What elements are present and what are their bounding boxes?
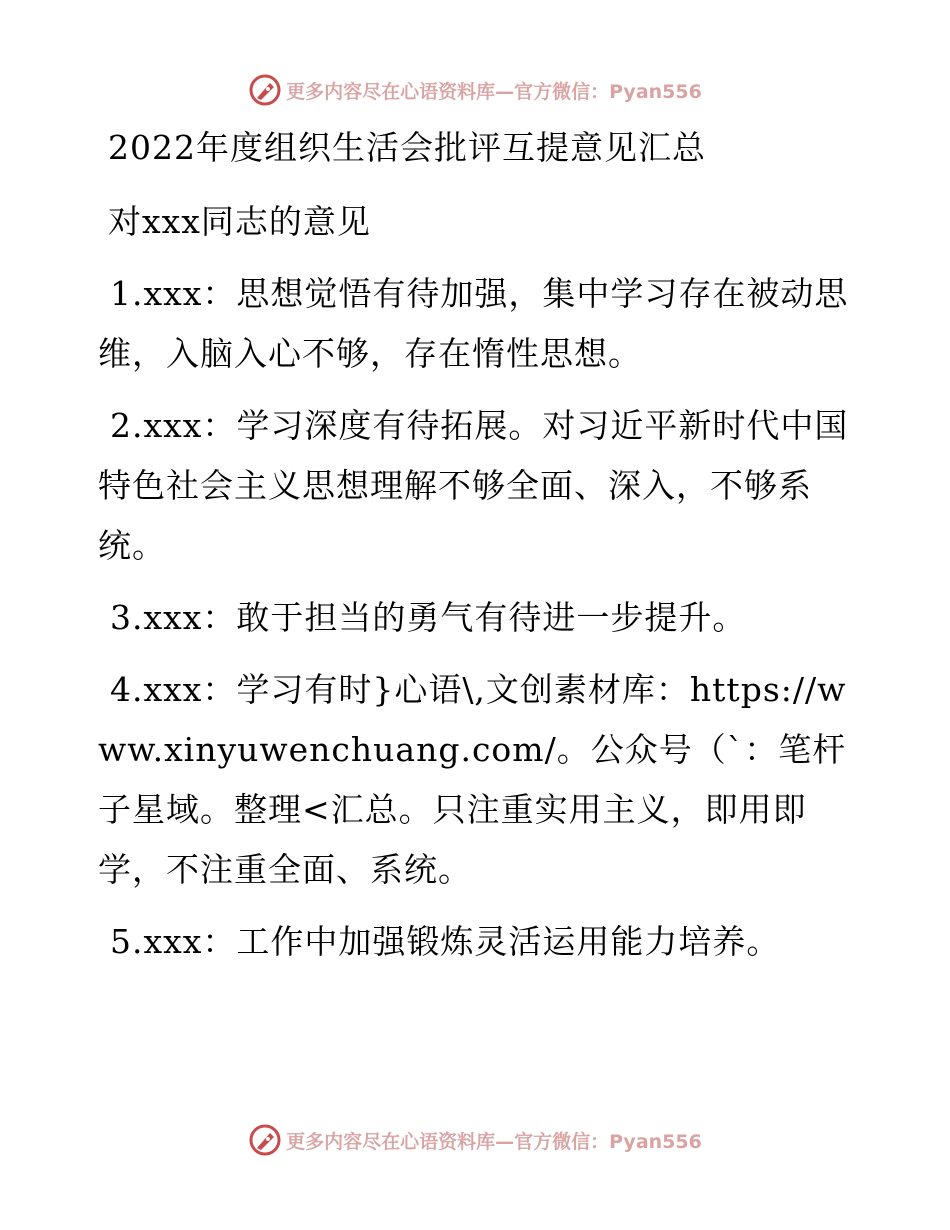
- opinion-item-3: 3.xxx：敢于担当的勇气有待进一步提升。: [110, 598, 747, 637]
- document-body: [98, 122, 850, 972]
- pen-nib-circle-icon: [248, 1123, 282, 1157]
- header-watermark: [0, 70, 950, 110]
- footer-watermark: [0, 1120, 950, 1160]
- opinion-item-4: 4.xxx：学习有时}心语\,文创素材库：https://www.xinyuwenchuang.com/。公众号（`：笔杆子星域。整理<汇总。只注重实用主义，即用即学，不注重全面、系统。: [98, 670, 847, 889]
- document-title: 2022年度组织生活会批评互提意见汇总: [108, 128, 706, 167]
- opinion-item-2: 2.xxx：学习深度有待拓展。对习近平新时代中国特色社会主义思想理解不够全面、深入，不够系统。: [98, 406, 849, 565]
- watermark-text: 更多内容尽在心语资料库—官方微信：Pyan556: [286, 1130, 702, 1153]
- document-subtitle: 对xxx同志的意见: [108, 202, 371, 241]
- watermark-text: 更多内容尽在心语资料库—官方微信：Pyan556: [286, 80, 702, 103]
- opinion-item-5: 5.xxx：工作中加强锻炼灵活运用能力培养。: [110, 922, 781, 961]
- opinion-item-1: 1.xxx：思想觉悟有待加强，集中学习存在被动思维，入脑入心不够，存在惰性思想。: [98, 274, 849, 373]
- pen-nib-circle-icon: [248, 73, 282, 107]
